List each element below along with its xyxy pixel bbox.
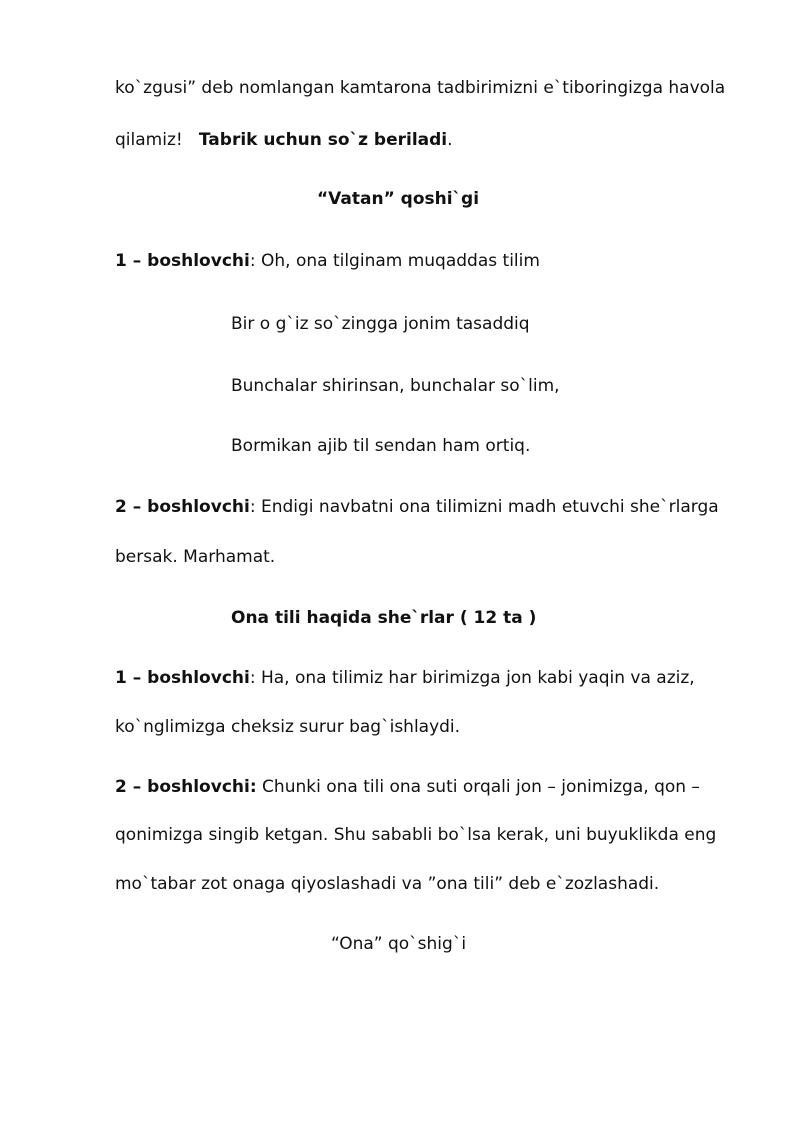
- paragraph-line: bersak. Marhamat.: [115, 547, 276, 567]
- song-title-ona: “Ona” qo`shig`i: [331, 934, 467, 954]
- paragraph-line: mo`tabar zot onaga qiyoslashadi va ”ona tili” deb e`zozlashadi.: [115, 874, 660, 894]
- speaker-text: Chunki ona tili ona suti orqali jon – jonimizga, qon –: [256, 777, 700, 797]
- poems-heading: Ona tili haqida she`rlar ( 12 ta ): [231, 608, 537, 628]
- paragraph-line: qonimizga singib ketgan. Shu sababli bo`lsa kerak, uni buyuklikda eng: [115, 825, 717, 845]
- speaker-colon: :: [249, 497, 256, 517]
- speaker-colon: :: [249, 251, 256, 271]
- speaker-text: Ha, ona tilimiz har birimizga jon kabi yaqin va aziz,: [255, 668, 695, 688]
- song-title-vatan: “Vatan” qoshi`gi: [317, 189, 480, 209]
- speaker-text: Oh, ona tilginam muqaddas tilim: [255, 251, 540, 271]
- host1-line: [115, 666, 695, 690]
- speaker-text: Endigi navbatni ona tilimizni madh etuvchi she`rlarga: [255, 497, 719, 517]
- speaker-label: 1 – boshlovchi: [115, 251, 250, 271]
- paragraph-line: [115, 128, 453, 152]
- poem-line: Bunchalar shirinsan, bunchalar so`lim,: [231, 376, 560, 396]
- bold-instruction: Tabrik uchun so`z beriladi: [198, 130, 448, 150]
- poem-line: Bir o g`iz so`zingga jonim tasaddiq: [231, 314, 530, 334]
- paragraph-line: ko`nglimizga cheksiz surur bag`ishlaydi.: [115, 717, 461, 737]
- host1-line: [115, 249, 540, 273]
- speaker-label: 2 – boshlovchi: [115, 497, 250, 517]
- punctuation: .: [447, 130, 453, 150]
- paragraph-line: ko`zgusi” deb nomlangan kamtarona tadbirimizni e`tiboringizga havola: [115, 78, 726, 98]
- poem-line: Bormikan ajib til sendan ham ortiq.: [231, 436, 531, 456]
- paragraph-text: qilamiz!: [115, 130, 183, 150]
- host2-line: [115, 495, 719, 519]
- speaker-label: 1 – boshlovchi: [115, 668, 250, 688]
- host2-line: [115, 775, 700, 799]
- speaker-colon: :: [249, 668, 256, 688]
- speaker-label: 2 – boshlovchi:: [115, 777, 257, 797]
